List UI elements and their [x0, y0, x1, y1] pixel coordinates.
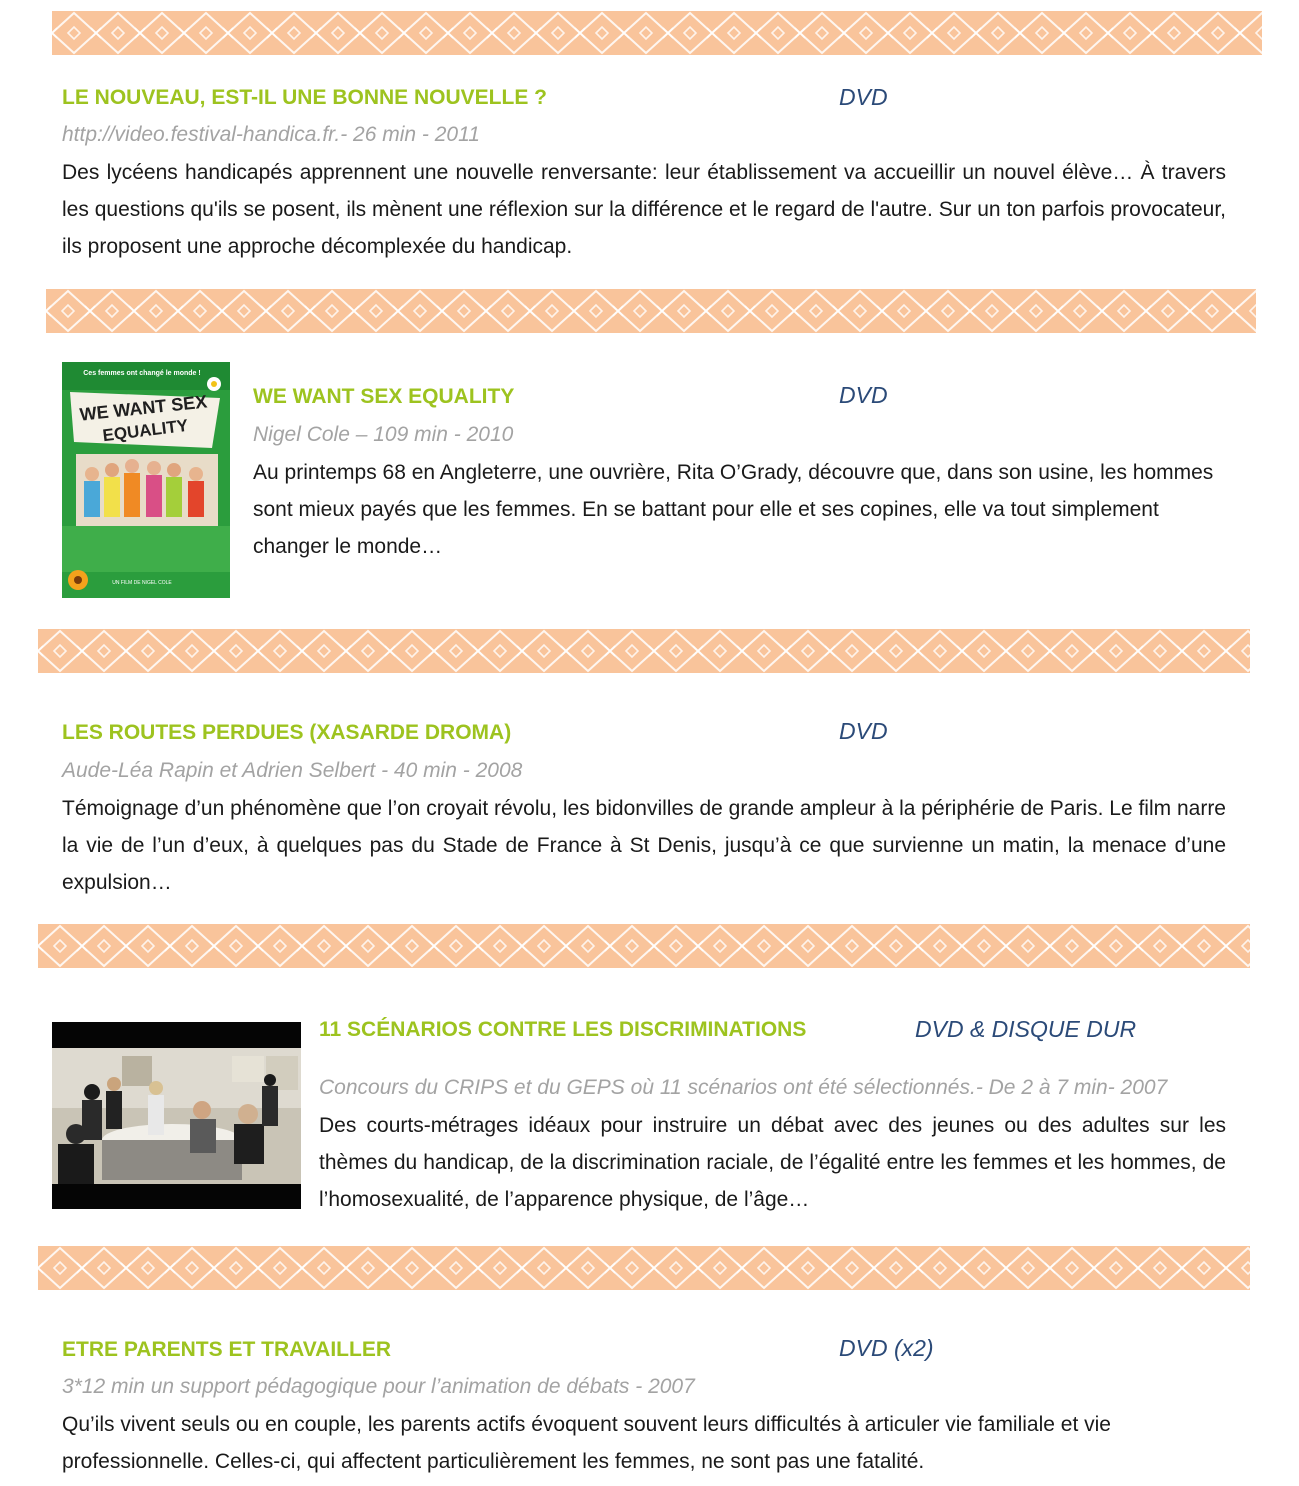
film-still-image [52, 1022, 301, 1209]
entry-description: Témoignage d’un phénomène que l’on croyait révolu, les bidonvilles de grande ampleur à la périphérie de Paris. Le film narre la vie de l’un d’eux, à quelques pas du Stade de France à St Denis, jusqu’à ce que survienne un matin, la menace d’une expulsion… [62, 797, 1226, 894]
entry-format: DVD [839, 718, 888, 744]
decorative-band-2 [46, 289, 1256, 333]
decorative-band-1 [52, 11, 1262, 55]
entry-description: Des courts-métrages idéaux pour instruire un débat avec des jeunes ou des adultes sur les thèmes du handicap, de la discrimination raciale, de l’égalité entre les femmes et les hommes, de l’homosexualité, de l’apparence physique, de l’âge… [319, 1114, 1226, 1211]
poster-tagline: Ces femmes ont changé le monde ! [83, 370, 201, 377]
poster-banner-line2: EQUALITY [101, 415, 190, 446]
entry-title: ETRE PARENTS ET TRAVAILLER [62, 1338, 392, 1361]
entry-format: DVD [839, 382, 888, 408]
entry-format: DVD [839, 84, 888, 110]
entry-meta: http://video.festival-handica.fr.- 26 min - 2011 [62, 123, 480, 146]
decorative-band-4 [38, 924, 1250, 968]
entry-description: Au printemps 68 en Angleterre, une ouvrière, Rita O’Grady, découvre que, dans son usine, les hommes sont mieux payés que les femmes. En se battant pour elle et ses copines, elle va tout simplement changer le monde… [253, 461, 1214, 558]
entry-meta: Nigel Cole – 109 min - 2010 [253, 423, 514, 446]
entry-format: DVD (x2) [839, 1335, 934, 1361]
poster-banner-line1: WE WANT SEX [78, 391, 209, 425]
decorative-band-5 [38, 1246, 1250, 1290]
entry-format: DVD & DISQUE DUR [915, 1016, 1137, 1042]
entry-title: LE NOUVEAU, EST-IL UNE BONNE NOUVELLE ? [62, 86, 547, 109]
entry-meta: Aude-Léa Rapin et Adrien Selbert - 40 min - 2008 [62, 759, 523, 782]
entry-description: Des lycéens handicapés apprennent une nouvelle renversante: leur établissement va accueillir un nouvel élève… À travers les questions qu'ils se posent, ils mènent une réflexion sur la différence et le regard de l'autre. Sur un ton parfois provocateur, ils proposent une approche décomplexée du handicap. [62, 161, 1226, 258]
entry-description: Qu’ils vivent seuls ou en couple, les parents actifs évoquent souvent leurs difficultés à articuler vie familiale et vie professionnelle. Celles-ci, qui affectent particulièrement les femmes, ne sont pas une fatalité. [62, 1413, 1111, 1473]
entry-title: LES ROUTES PERDUES (XASARDE DROMA) [62, 721, 512, 744]
entry-meta: 3*12 min un support pédagogique pour l’animation de débats - 2007 [62, 1375, 695, 1398]
entry-title: WE WANT SEX EQUALITY [253, 385, 515, 408]
entry-title: 11 SCÉNARIOS CONTRE LES DISCRIMINATIONS [319, 1018, 807, 1041]
poster-credit: UN FILM DE NIGEL COLE [112, 580, 172, 586]
entry-meta: Concours du CRIPS et du GEPS où 11 scénarios ont été sélectionnés.- De 2 à 7 min- 2007 [319, 1076, 1168, 1099]
decorative-band-3 [38, 629, 1250, 673]
movie-poster-image [62, 362, 230, 598]
